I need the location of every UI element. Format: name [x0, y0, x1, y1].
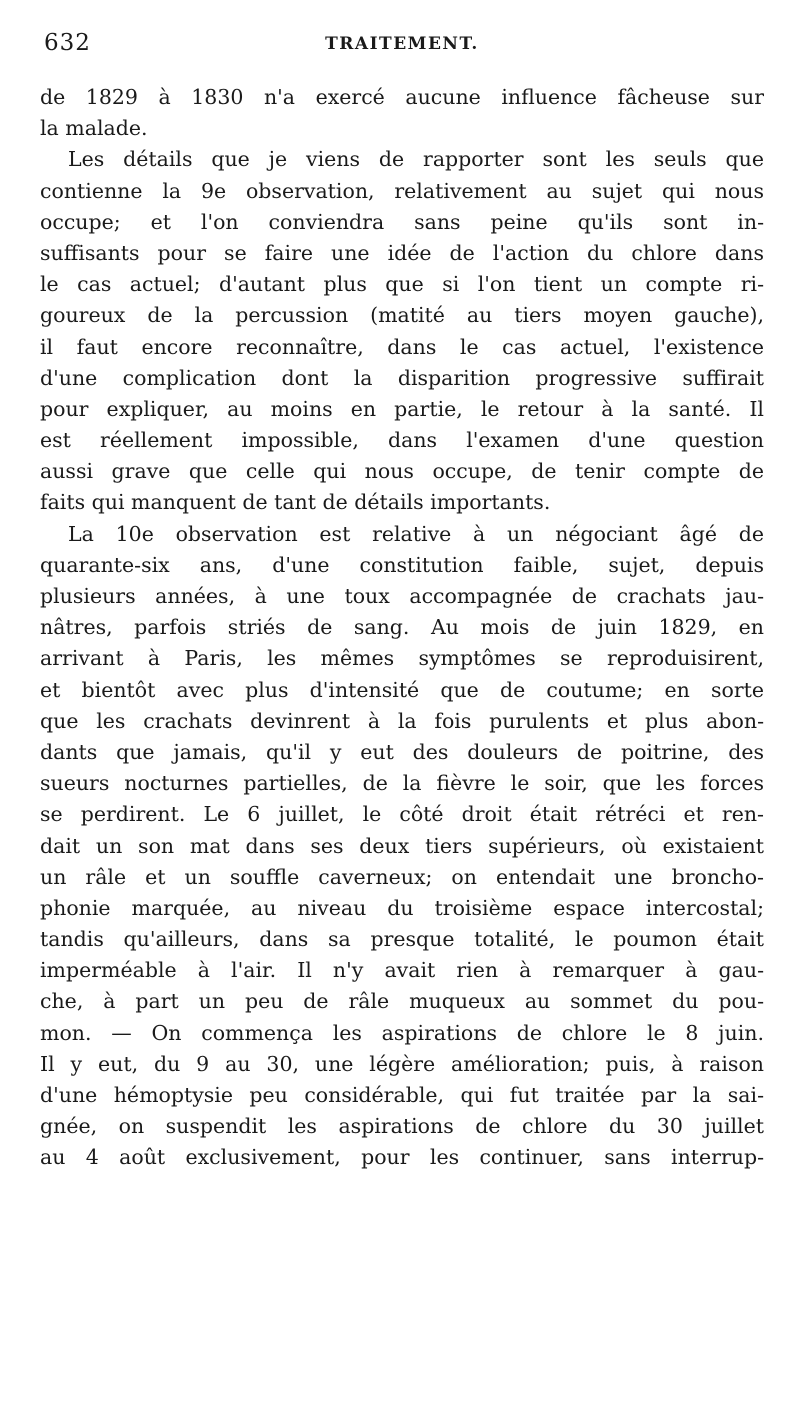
text-line: imperméable à l'air. Il n'y avait rien à remarquer à gau- — [40, 958, 764, 983]
text-line: che, à part un peu de râle muqueux au sommet du pou- — [40, 989, 764, 1014]
text-line: sueurs nocturnes partielles, de la fièvre le soir, que les forces — [40, 771, 764, 796]
text-line: goureux de la percussion (matité au tiers moyen gauche), — [40, 303, 764, 328]
text-line: dants que jamais, qu'il y eut des douleurs de poitrine, des — [40, 739, 764, 764]
running-title: TRAITEMENT. — [325, 34, 479, 54]
text-line: d'une hémoptysie peu considérable, qui fut traitée par la sai- — [40, 1083, 764, 1107]
book-page — [40, 28, 764, 1170]
text-line: aussi grave que celle qui nous occupe, de tenir compte de — [40, 459, 764, 484]
text-line: que les crachats devinrent à la fois purulents et plus abon- — [40, 708, 764, 733]
text-line: de 1829 à 1830 n'a exercé aucune influence fâcheuse sur — [40, 85, 764, 109]
text-line: dait un son mat dans ses deux tiers supérieurs, où existaient — [40, 833, 764, 858]
text-line: mon. — On commença les aspirations de chlore le 8 juin. — [40, 1020, 764, 1045]
page-header — [40, 28, 764, 68]
text-line: et bientôt avec plus d'intensité que de coutume; en sorte — [40, 677, 764, 702]
text-line: un râle et un souffle caverneux; on entendait une broncho- — [40, 864, 764, 889]
text-line: gnée, on suspendit les aspirations de chlore du 30 juillet — [40, 1114, 764, 1139]
text-line: pour expliquer, au moins en partie, le retour à la santé. Il — [40, 396, 764, 421]
text-line: la malade. — [40, 116, 148, 141]
text-line: se perdirent. Le 6 juillet, le côté droit était rétréci et ren- — [40, 802, 764, 827]
text-line: est réellement impossible, dans l'examen d'une question — [40, 428, 764, 453]
text-line: arrivant à Paris, les mêmes symptômes se reproduisirent, — [40, 646, 764, 671]
page-number: 632 — [44, 30, 91, 56]
text-line: le cas actuel; d'autant plus que si l'on tient un compte ri- — [40, 272, 764, 297]
text-line: faits qui manquent de tant de détails importants. — [40, 490, 551, 515]
text-line: d'une complication dont la disparition progressive suffirait — [40, 365, 764, 390]
text-line: phonie marquée, au niveau du troisième espace intercostal; — [40, 895, 764, 920]
text-line: suffisants pour se faire une idée de l'action du chlore dans — [40, 240, 764, 265]
text-line: contienne la 9e observation, relativement au sujet qui nous — [40, 178, 764, 203]
text-line: occupe; et l'on conviendra sans peine qu'ils sont in- — [40, 209, 764, 234]
text-line: nâtres, parfois striés de sang. Au mois de juin 1829, en — [40, 615, 764, 640]
text-line: La 10e observation est relative à un négociant âgé de — [68, 521, 764, 546]
body-text — [40, 82, 764, 1174]
text-line: quarante-six ans, d'une constitution faible, sujet, depuis — [40, 552, 764, 577]
text-line: Les détails que je viens de rapporter sont les seuls que — [68, 147, 764, 172]
text-line: Il y eut, du 9 au 30, une légère amélioration; puis, à raison — [40, 1051, 764, 1076]
text-line: il faut encore reconnaître, dans le cas actuel, l'existence — [40, 334, 764, 359]
text-line: tandis qu'ailleurs, dans sa presque totalité, le poumon était — [40, 927, 764, 952]
text-line: plusieurs années, à une toux accompagnée de crachats jau- — [40, 584, 764, 608]
text-line: au 4 août exclusivement, pour les continuer, sans interrup- — [40, 1145, 764, 1170]
